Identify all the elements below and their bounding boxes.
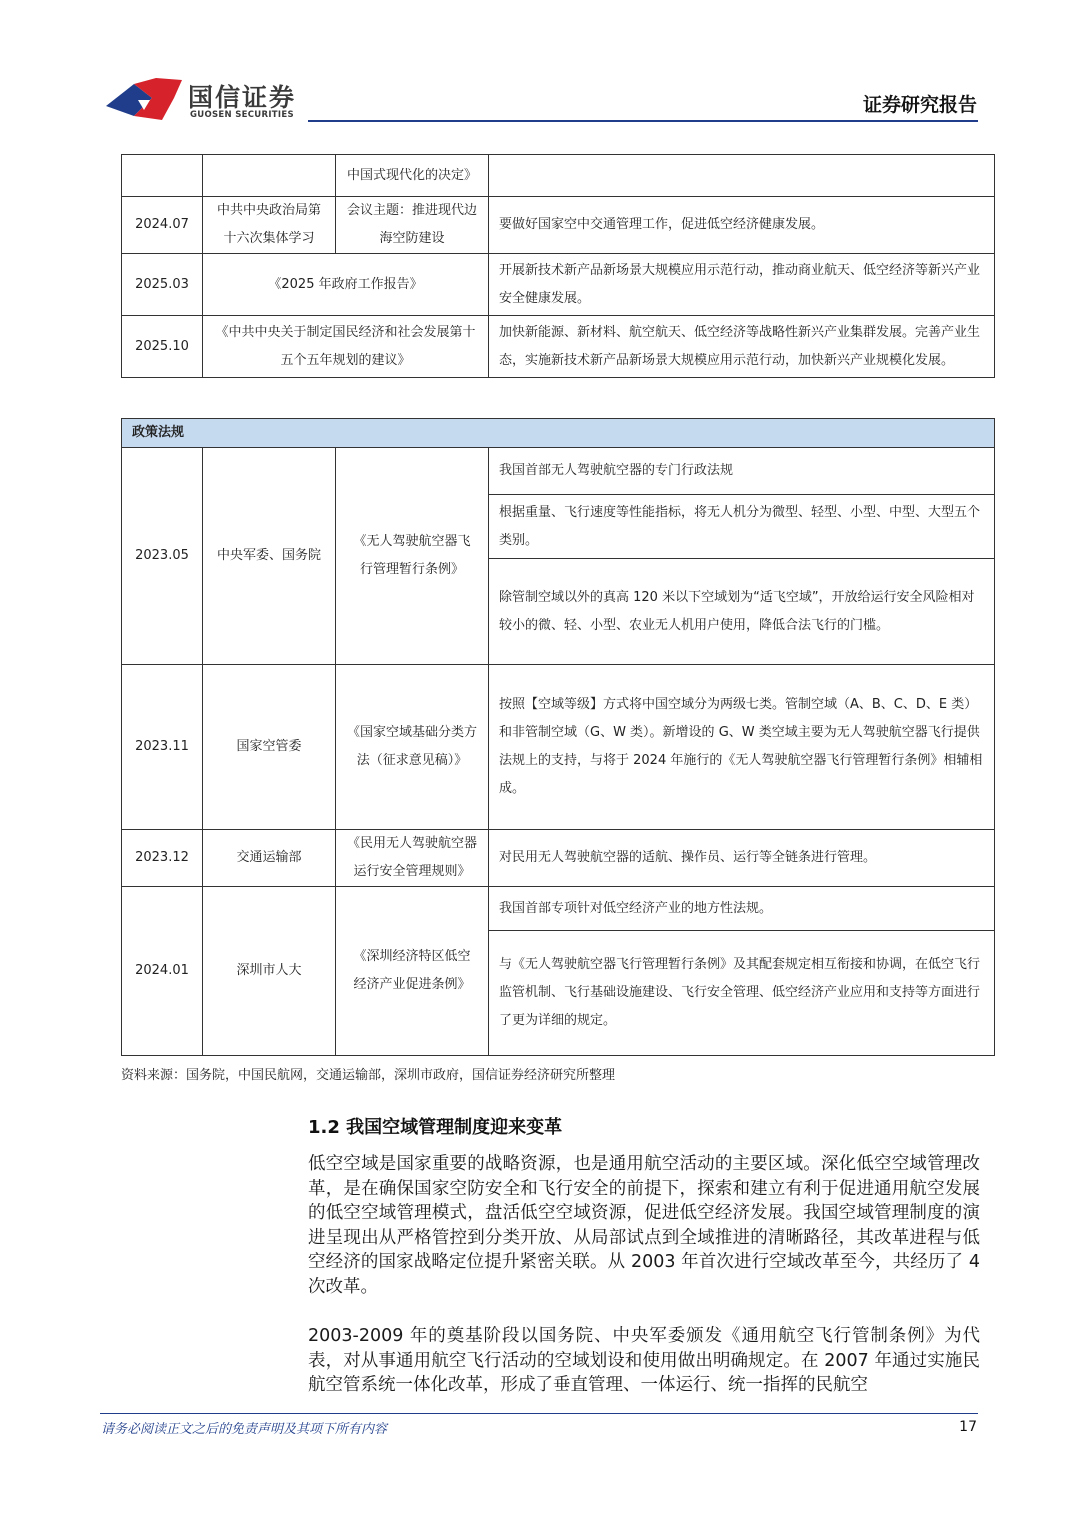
content-cell: 除管制空域以外的真高 120 米以下空域划为“适飞空域”，开放给运行安全风险相对较小的微、轻、小型、农业无人机用户使用，降低合法飞行的门槛。: [489, 559, 995, 665]
disclaimer-text: 请务必阅读正文之后的免责声明及其项下所有内容: [101, 1422, 388, 1437]
org-cell: 国家空管委: [203, 665, 336, 830]
policy-table-continued: [121, 154, 995, 378]
report-type-label: 证券研究报告: [862, 94, 977, 116]
date-cell: 2023.12: [122, 830, 203, 887]
brand-name-en: GUOSEN SECURITIES: [190, 110, 294, 120]
table-row: [122, 665, 995, 830]
date-cell: 2025.03: [122, 254, 203, 316]
date-cell: [122, 155, 203, 197]
date-cell: 2023.11: [122, 665, 203, 830]
content-cell: 对民用无人驾驶航空器的适航、操作员、运行等全链条进行管理。: [489, 830, 995, 887]
table-section-header: [122, 419, 995, 448]
guosen-logo-icon: [104, 76, 184, 126]
table-row: [122, 254, 995, 316]
content-cell: 与《无人驾驶航空器飞行管理暂行条例》及其配套规定相互衔接和协调，在低空飞行监管机制、飞行基础设施建设、飞行安全管理、低空经济产业应用和支持等方面进行了更为详细的规定。: [489, 931, 995, 1056]
table-source-note: 资料来源：国务院，中国民航网，交通运输部，深圳市政府，国信证券经济研究所整理: [121, 1068, 616, 1083]
content-cell: 根据重量、飞行速度等性能指标，将无人机分为微型、轻型、小型、中型、大型五个类别。: [489, 495, 995, 559]
org-cell: 交通运输部: [203, 830, 336, 887]
date-cell: 2024.07: [122, 197, 203, 254]
doc-cell: 《中共中央关于制定国民经济和社会发展第十五个五年规划的建议》: [203, 316, 489, 378]
content-cell: 按照【空域等级】方式将中国空域分为两级七类。管制空域（A、B、C、D、E 类）和非管制空域（G、W 类）。新增设的 G、W 类空域主要为无人驾驶航空器飞行提供法规上的支持，与将于 2024 年施行的《无人驾驶航空器飞行管理暂行条例》相辅相成。: [489, 665, 995, 830]
content-cell: 我国首部专项针对低空经济产业的地方性法规。: [489, 887, 995, 931]
table-row: [122, 155, 995, 197]
date-cell: 2024.01: [122, 887, 203, 1056]
org-cell: [203, 155, 336, 197]
doc-cell: 会议主题：推进现代边海空防建设: [336, 197, 489, 254]
table-row: [122, 830, 995, 887]
table-row: [122, 197, 995, 254]
doc-cell: 《国家空域基础分类方法（征求意见稿）》: [336, 665, 489, 830]
org-cell: 中央军委、国务院: [203, 448, 336, 665]
section-heading: 1.2 我国空域管理制度迎来变革: [308, 1117, 563, 1138]
footer-divider: [100, 1413, 978, 1414]
page-header: [0, 0, 1080, 130]
content-cell: [489, 155, 995, 197]
page-number: 17: [959, 1419, 977, 1435]
date-cell: 2023.05: [122, 448, 203, 665]
doc-cell: 《2025 年政府工作报告》: [203, 254, 489, 316]
content-cell: 要做好国家空中交通管理工作，促进低空经济健康发展。: [489, 197, 995, 254]
doc-cell: 中国式现代化的决定》: [336, 155, 489, 197]
table-row: [122, 887, 995, 931]
org-cell: 中共中央政治局第十六次集体学习: [203, 197, 336, 254]
org-cell: 深圳市人大: [203, 887, 336, 1056]
section-title: 政策法规: [122, 419, 995, 448]
date-cell: 2025.10: [122, 316, 203, 378]
body-paragraph: 低空空域是国家重要的战略资源，也是通用航空活动的主要区域。深化低空空域管理改革，是在确保国家空防安全和飞行安全的前提下，探索和建立有利于促进通用航空发展的低空空域管理模式，盘活低空空域资源，促进低空经济发展。我国空域管理制度的演进呈现出从严格管控到分类开放、从局部试点到全域推进的清晰路径，其改革进程与低空经济的国家战略定位提升紧密关联。从 2003 年首次进行空域改革至今，共经历了 4 次改革。: [308, 1154, 980, 1297]
content-cell: 开展新技术新产品新场景大规模应用示范行动，推动商业航天、低空经济等新兴产业安全健康发展。: [489, 254, 995, 316]
doc-cell: 《深圳经济特区低空经济产业促进条例》: [336, 887, 489, 1056]
brand-name-cn: 国信证券: [188, 83, 297, 112]
doc-cell: 《无人驾驶航空器飞行管理暂行条例》: [336, 448, 489, 665]
regulations-table: [121, 418, 995, 1056]
content-cell: 我国首部无人驾驶航空器的专门行政法规: [489, 448, 995, 495]
table-row: [122, 316, 995, 378]
body-paragraph: 2003-2009 年的奠基阶段以国务院、中央军委颁发《通用航空飞行管制条例》为代表，对从事通用航空飞行活动的空域划设和使用做出明确规定。在 2007 年通过实施民航空管系统一体化改革，形成了垂直管理、一体运行、统一指挥的民航空: [308, 1326, 980, 1396]
doc-cell: 《民用无人驾驶航空器运行安全管理规则》: [336, 830, 489, 887]
content-cell: 加快新能源、新材料、航空航天、低空经济等战略性新兴产业集群发展。完善产业生态，实施新技术新产品新场景大规模应用示范行动，加快新兴产业规模化发展。: [489, 316, 995, 378]
header-divider: [308, 120, 978, 122]
table-row: [122, 448, 995, 495]
